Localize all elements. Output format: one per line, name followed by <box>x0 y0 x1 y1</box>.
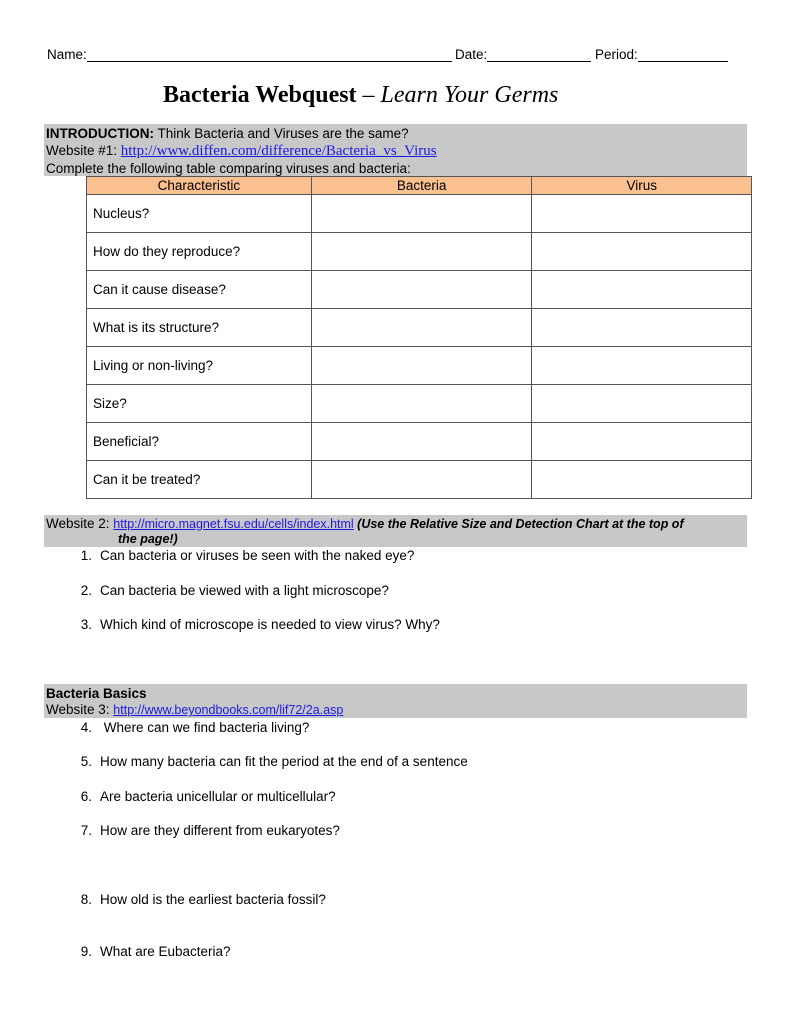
row-label: What is its structure? <box>87 309 312 347</box>
question-text: Are bacteria unicellular or multicellular? <box>100 789 336 804</box>
date-field[interactable] <box>455 47 591 62</box>
period-field[interactable] <box>595 47 728 62</box>
table-row <box>87 347 752 385</box>
virus-answer-cell[interactable] <box>532 271 752 309</box>
question-text: Can bacteria or viruses be seen with the naked eye? <box>100 548 415 563</box>
question-number: 5. <box>80 754 92 769</box>
question-item <box>70 583 389 598</box>
question-item <box>70 754 468 769</box>
question-text: How old is the earliest bacteria fossil? <box>100 892 326 907</box>
header-bacteria: Bacteria <box>311 177 532 195</box>
intro-section <box>46 125 437 177</box>
header-virus: Virus <box>532 177 752 195</box>
virus-answer-cell[interactable] <box>532 347 752 385</box>
question-item <box>70 944 231 959</box>
table-row <box>87 195 752 233</box>
row-label: Can it cause disease? <box>87 271 312 309</box>
website2-label: Website 2: <box>46 516 114 531</box>
question-number: 1. <box>80 548 92 563</box>
name-label: Name: <box>47 47 87 62</box>
virus-answer-cell[interactable] <box>532 461 752 499</box>
header-characteristic: Characteristic <box>87 177 312 195</box>
period-label: Period: <box>595 47 638 62</box>
title-main: Bacteria Webquest <box>163 82 357 108</box>
bacteria-answer-cell[interactable] <box>311 195 532 233</box>
question-text: How many bacteria can fit the period at the end of a sentence <box>100 754 468 769</box>
row-label: Can it be treated? <box>87 461 312 499</box>
question-item <box>70 548 414 563</box>
bacteria-answer-cell[interactable] <box>311 423 532 461</box>
website3-line <box>46 702 343 718</box>
intro-line <box>46 125 437 142</box>
row-label: How do they reproduce? <box>87 233 312 271</box>
website2-note: (Use the Relative Size and Detection Chart at the top of <box>353 517 684 531</box>
row-label: Nucleus? <box>87 195 312 233</box>
intro-instruction: Complete the following table comparing viruses and bacteria: <box>46 161 411 176</box>
title-dash: – <box>356 82 381 108</box>
bacteria-answer-cell[interactable] <box>311 271 532 309</box>
date-blank[interactable] <box>487 47 591 62</box>
table-row <box>87 309 752 347</box>
question-item <box>70 892 326 907</box>
row-label: Size? <box>87 385 312 423</box>
virus-answer-cell[interactable] <box>532 309 752 347</box>
date-label: Date: <box>455 47 488 62</box>
bacteria-answer-cell[interactable] <box>311 347 532 385</box>
website2-link[interactable]: http://micro.magnet.fsu.edu/cells/index.html <box>113 517 354 531</box>
table-header-row <box>87 177 752 195</box>
title-subtitle: Learn Your Germs <box>380 82 559 108</box>
name-field[interactable] <box>47 47 452 62</box>
website1-line <box>46 142 437 160</box>
question-item <box>70 823 340 838</box>
bacteria-answer-cell[interactable] <box>311 233 532 271</box>
question-number: 7. <box>80 823 92 838</box>
bacteria-answer-cell[interactable] <box>311 385 532 423</box>
bacteria-answer-cell[interactable] <box>311 309 532 347</box>
table-row <box>87 233 752 271</box>
question-item <box>70 789 336 804</box>
table-row <box>87 271 752 309</box>
question-text: Where can we find bacteria living? <box>100 720 310 735</box>
question-number: 9. <box>80 944 92 959</box>
question-text: How are they different from eukaryotes? <box>100 823 340 838</box>
virus-answer-cell[interactable] <box>532 233 752 271</box>
page-title <box>163 82 558 109</box>
table-row <box>87 385 752 423</box>
website1-label: Website #1: <box>46 143 121 158</box>
intro-heading: INTRODUCTION: <box>46 126 154 141</box>
question-number: 3. <box>80 617 92 632</box>
question-item <box>70 720 309 735</box>
question-text: Which kind of microscope is needed to view virus? Why? <box>100 617 440 632</box>
virus-answer-cell[interactable] <box>532 423 752 461</box>
period-blank[interactable] <box>638 47 728 62</box>
website2-note-continued: the page!) <box>118 532 178 546</box>
virus-answer-cell[interactable] <box>532 385 752 423</box>
question-text: What are Eubacteria? <box>100 944 231 959</box>
question-number: 6. <box>80 789 92 804</box>
table-row <box>87 423 752 461</box>
name-blank[interactable] <box>87 47 452 62</box>
website2-section <box>46 516 746 547</box>
question-item <box>70 617 440 632</box>
website3-link[interactable]: http://www.beyondbooks.com/lif72/2a.asp <box>113 703 344 717</box>
basics-section <box>46 686 343 718</box>
website3-label: Website 3: <box>46 702 114 717</box>
comparison-table <box>86 176 752 499</box>
virus-answer-cell[interactable] <box>532 195 752 233</box>
basics-heading: Bacteria Basics <box>46 686 147 701</box>
question-number: 2. <box>80 583 92 598</box>
bacteria-answer-cell[interactable] <box>311 461 532 499</box>
question-number: 8. <box>80 892 92 907</box>
question-number: 4. <box>80 720 92 735</box>
intro-text: Think Bacteria and Viruses are the same? <box>154 126 409 141</box>
question-text: Can bacteria be viewed with a light microscope? <box>100 583 389 598</box>
row-label: Living or non-living? <box>87 347 312 385</box>
website1-link[interactable]: http://www.diffen.com/difference/Bacteria_vs_Virus <box>120 143 437 159</box>
table-row <box>87 461 752 499</box>
row-label: Beneficial? <box>87 423 312 461</box>
